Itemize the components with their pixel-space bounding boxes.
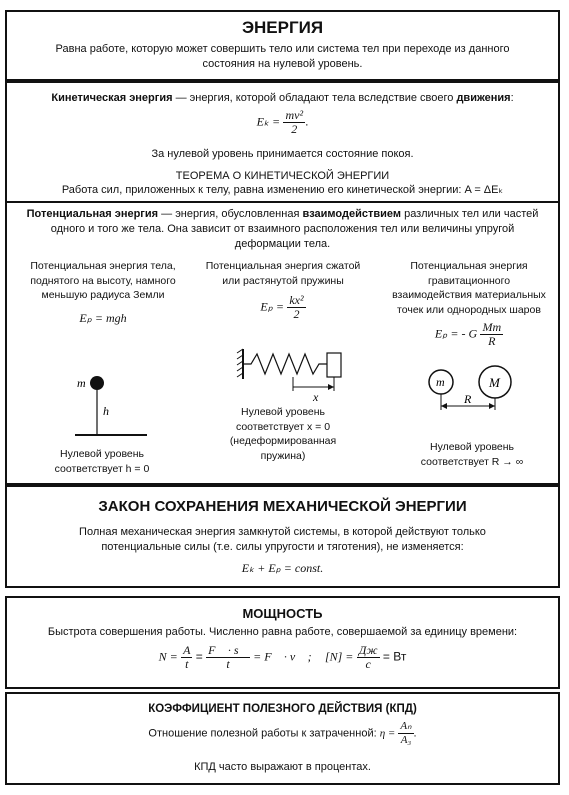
efficiency-formula-den: A₃ <box>400 734 412 746</box>
conservation-section <box>5 485 560 588</box>
efficiency-note: КПД часто выражают в процентах. <box>194 761 371 773</box>
col3-formula-num: Mm <box>482 320 502 334</box>
mass-ball <box>90 376 104 390</box>
theorem-text: Работа сил, приложенных к телу, равна изменению его кинетической энергии: A = ΔEₖ <box>61 184 504 196</box>
col2-formula-lhs: Eₚ = <box>260 299 284 314</box>
col2-formula-den: 2 <box>293 307 300 321</box>
kinetic-formula-den: 2 <box>291 122 298 136</box>
kinetic-def-bold: движения <box>456 92 511 104</box>
potential-def-bold: взаимодействием <box>302 208 402 220</box>
efficiency-formula-lhs: η = <box>379 727 396 740</box>
kinetic-def-mid: — энергия, которой обладают тела вследствие своего <box>172 92 457 104</box>
col3-text: Потенциальная энергия гравитационного взаимодействия материальных точек или однородных шаров <box>392 260 546 316</box>
spring-diagram <box>233 345 353 403</box>
power-text: Быстрота совершения работы. Численно равна работе, совершаемой за единицу времени: <box>47 626 518 638</box>
efficiency-text: Отношение полезной работы к затраченной: <box>148 727 377 740</box>
power-title: МОЩНОСТЬ <box>242 606 323 621</box>
conservation-text: Полная механическая энергия замкнутой системы, в которой действуют только потенциальные силы (т.е. силы упругости и тяготения), не изменяется: <box>79 526 486 553</box>
col1-label-m: m <box>77 376 86 390</box>
kinetic-definition <box>7 91 558 106</box>
power-unit-den: с <box>365 657 371 671</box>
potential-col-gravity <box>13 259 193 325</box>
power-f1-den: t <box>185 657 189 671</box>
conservation-formula: Eₖ + Eₚ = const. <box>241 561 324 575</box>
power-f2-num: F⃗ · s⃗ <box>208 643 248 657</box>
kinetic-def-end: : <box>510 92 514 104</box>
power-formula <box>7 644 558 671</box>
col3-formula-lhs: Eₚ = - G <box>434 326 478 341</box>
energy-title: ЭНЕРГИЯ <box>241 18 324 37</box>
efficiency-formula-end: . <box>413 727 417 740</box>
potential-def-mid: — энергия, обусловленная <box>158 208 303 220</box>
efficiency-title: КОЭФФИЦИЕНТ ПОЛЕЗНОГО ДЕЙСТВИЯ (КПД) <box>148 703 417 715</box>
kinetic-formula-end: . <box>305 114 309 129</box>
height-diagram <box>57 369 167 439</box>
kinetic-term: Кинетическая энергия <box>51 92 173 104</box>
col1-zero: Нулевой уровень соответствует h = 0 <box>54 448 150 475</box>
gravity-diagram <box>419 362 529 422</box>
divider <box>7 201 558 203</box>
kinetic-formula <box>7 109 558 136</box>
kinetic-zero-level: За нулевой уровень принимается состояние покоя. <box>151 148 414 160</box>
efficiency-formula-num: Aₙ <box>400 720 412 732</box>
power-section <box>5 596 560 689</box>
col1-text: Потенциальная энергия тела, поднятого на высоту, намного меньшую радиуса Земли <box>30 260 176 301</box>
power-unit-lhs: [N] = <box>324 649 354 664</box>
col1-formula: Eₚ = mgh <box>79 310 127 325</box>
power-f3: = F⃗ · v⃗ ; <box>253 649 312 664</box>
potential-col-gravitational <box>389 259 549 348</box>
conservation-title: ЗАКОН СОХРАНЕНИЯ МЕХАНИЧЕСКОЙ ЭНЕРГИИ <box>98 498 467 515</box>
power-unit-rhs: = Вт <box>382 649 407 664</box>
col1-label-h: h <box>103 404 109 418</box>
theorem-title: ТЕОРЕМА О КИНЕТИЧЕСКОЙ ЭНЕРГИИ <box>175 170 390 182</box>
col3-zero: Нулевой уровень соответствует R → ∞ <box>420 441 524 468</box>
energy-section <box>5 10 560 81</box>
col3-formula-den: R <box>488 334 496 348</box>
energy-definition: Равна работе, которую может совершить тело или система тел при переходе из данного состояния на нулевой уровень. <box>55 43 510 70</box>
efficiency-formula-line <box>7 720 558 747</box>
kinetic-formula-num: mv² <box>285 108 304 122</box>
col3-label-m: m <box>436 375 445 389</box>
spring-block <box>327 353 341 377</box>
power-f2-den: t <box>226 657 230 671</box>
col3-label-M: M <box>489 375 500 390</box>
potential-col-spring <box>203 259 363 321</box>
col2-label-x: x <box>313 390 319 403</box>
potential-term: Потенциальная энергия <box>26 208 159 220</box>
potential-definition <box>7 207 558 252</box>
power-f-N: N = <box>158 649 178 664</box>
power-f1-num: A <box>183 643 191 657</box>
col2-zero: Нулевой уровень соответствует x = 0 (недеформированная пружина) <box>229 406 337 462</box>
power-unit-num: Дж <box>358 643 378 657</box>
kinetic-formula-lhs: Eₖ = <box>256 114 281 129</box>
efficiency-section <box>5 692 560 785</box>
potential-def-end: различных тел или частей одного и того же тела. Она зависит от взаимного расположения тел или величины упругой деформации тела. <box>50 208 539 250</box>
col2-text: Потенциальная энергия сжатой или растянутой пружины <box>205 260 361 287</box>
col3-label-R: R <box>464 392 472 406</box>
power-f2-eq: = <box>195 649 203 664</box>
col2-formula-num: kx² <box>289 293 304 307</box>
kinetic-potential-section <box>5 81 560 485</box>
